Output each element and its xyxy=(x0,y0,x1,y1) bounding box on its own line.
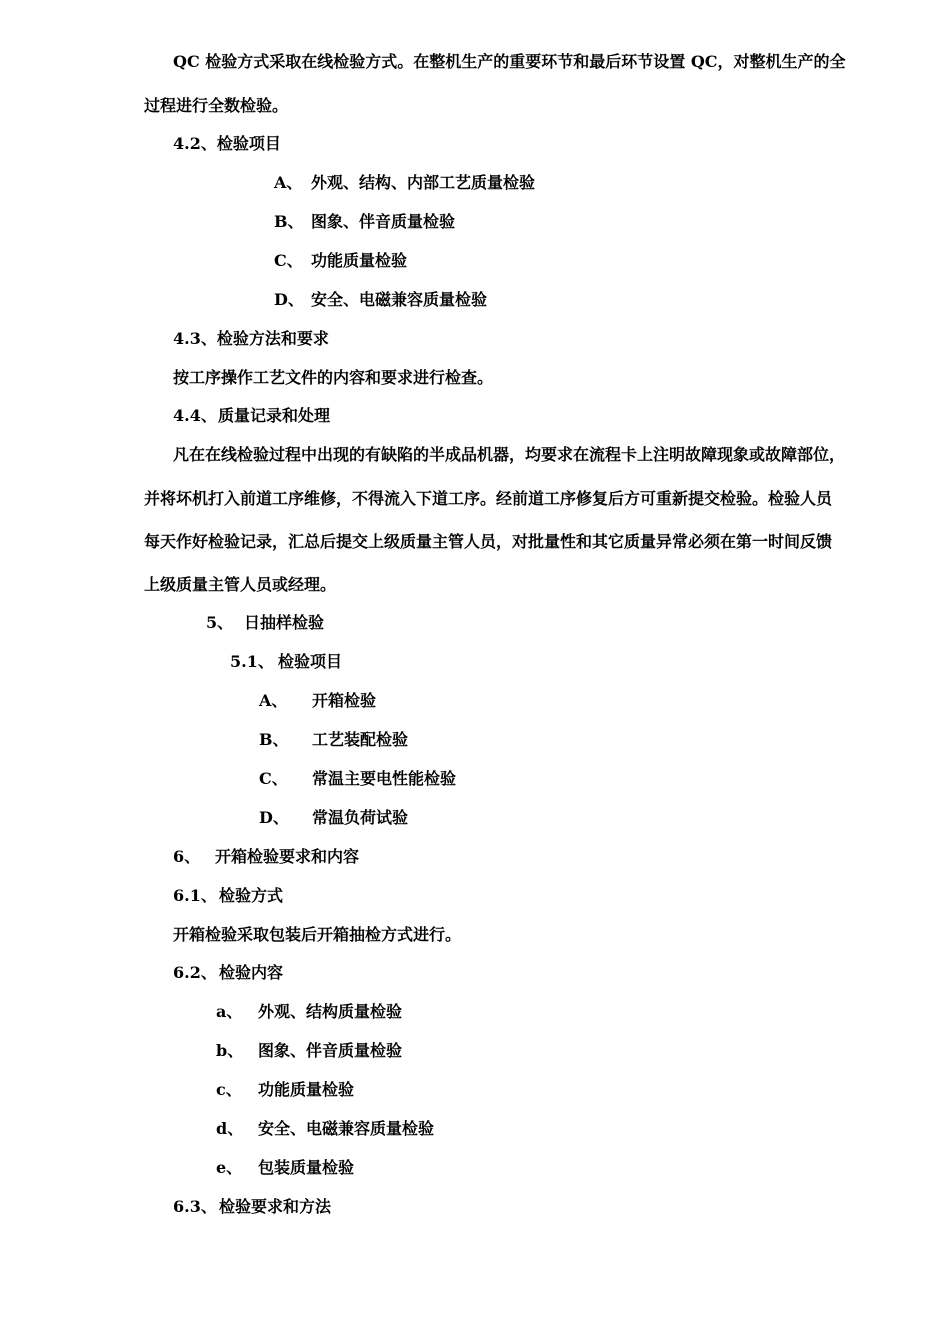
section-title: 开箱检验要求和内容 xyxy=(215,847,360,866)
section-6-heading xyxy=(173,846,359,868)
section-number: 6.3、 xyxy=(173,1197,217,1216)
list-item-text: 工艺装配检验 xyxy=(312,730,409,749)
section-title: 检验项目 xyxy=(278,652,343,671)
list-item-label: C、 xyxy=(259,769,288,788)
list-item-label: D、 xyxy=(274,290,304,309)
list-item-label: b、 xyxy=(216,1041,244,1060)
section-number: 6、 xyxy=(173,847,201,866)
list-item-text: 图象、伴音质量检验 xyxy=(258,1041,403,1060)
section-5-heading xyxy=(206,612,324,634)
list-item-label: e、 xyxy=(216,1158,243,1177)
section-6-2-heading xyxy=(173,962,283,984)
intro-line-2: 过程进行全数检验。 xyxy=(144,96,289,115)
section-4-3-body: 按工序操作工艺文件的内容和要求进行检查。 xyxy=(173,368,494,387)
list-item xyxy=(216,1118,434,1140)
list-item-label: B、 xyxy=(274,212,304,231)
section-4-4-line-3: 每天作好检验记录，汇总后提交上级质量主管人员，对批量性和其它质量异常必须在第一时间反馈 xyxy=(144,532,833,551)
list-item xyxy=(274,172,535,194)
list-item-text: 常温主要电性能检验 xyxy=(312,769,457,788)
list-item-label: D、 xyxy=(259,808,289,827)
section-number: 6.2、 xyxy=(173,963,217,982)
list-item xyxy=(259,729,408,751)
list-item xyxy=(274,289,487,311)
list-item-text: 外观、结构质量检验 xyxy=(258,1002,403,1021)
section-number: 5、 xyxy=(206,613,234,632)
list-item xyxy=(259,690,376,712)
section-number: 6.1、 xyxy=(173,886,217,905)
list-item-text: 包装质量检验 xyxy=(258,1158,355,1177)
list-item xyxy=(259,807,408,829)
section-number: 5.1、 xyxy=(230,652,274,671)
list-item xyxy=(216,1079,354,1101)
list-item-label: d、 xyxy=(216,1119,244,1138)
section-4-2-heading: 4.2、检验项目 xyxy=(173,134,281,153)
list-item xyxy=(216,1157,354,1179)
list-item xyxy=(274,211,455,233)
list-item-label: a、 xyxy=(216,1002,243,1021)
list-item-label: C、 xyxy=(274,251,303,270)
list-item-text: 开箱检验 xyxy=(312,691,377,710)
list-item xyxy=(216,1040,402,1062)
section-number: 4.4、 xyxy=(173,406,217,425)
list-item xyxy=(274,250,407,272)
section-4-4-heading xyxy=(173,405,330,427)
list-item-label: A、 xyxy=(259,691,288,710)
list-item-label: B、 xyxy=(259,730,289,749)
section-title: 检验方式 xyxy=(219,886,284,905)
list-item xyxy=(216,1001,402,1023)
section-4-4-line-1: 凡在在线检验过程中出现的有缺陷的半成品机器，均要求在流程卡上注明故障现象或故障部位， xyxy=(173,445,846,464)
list-item-text: 安全、电磁兼容质量检验 xyxy=(258,1119,435,1138)
list-item xyxy=(259,768,456,790)
list-item-text: 图象、伴音质量检验 xyxy=(311,212,456,231)
list-item-text: 安全、电磁兼容质量检验 xyxy=(311,290,488,309)
list-item-text: 功能质量检验 xyxy=(258,1080,355,1099)
section-title: 检验内容 xyxy=(219,963,284,982)
section-6-3-heading xyxy=(173,1196,331,1218)
section-4-4-line-4: 上级质量主管人员或经理。 xyxy=(144,575,337,594)
section-5-1-heading xyxy=(230,651,342,673)
section-4-4-line-2: 并将坏机打入前道工序维修，不得流入下道工序。经前道工序修复后方可重新提交检验。检验人员 xyxy=(144,489,833,508)
list-item-label: A、 xyxy=(274,173,303,192)
intro-line-1: QC 检验方式采取在线检验方式。在整机生产的重要环节和最后环节设置 QC，对整机生产的全 xyxy=(173,52,846,71)
section-title: 检验要求和方法 xyxy=(219,1197,332,1216)
section-4-3-heading: 4.3、检验方法和要求 xyxy=(173,329,329,348)
section-title: 质量记录和处理 xyxy=(218,406,331,425)
list-item-label: c、 xyxy=(216,1080,242,1099)
section-6-1-body: 开箱检验采取包装后开箱抽检方式进行。 xyxy=(173,925,462,944)
section-title: 日抽样检验 xyxy=(244,613,325,632)
list-item-text: 常温负荷试验 xyxy=(312,808,409,827)
section-6-1-heading xyxy=(173,885,283,907)
list-item-text: 功能质量检验 xyxy=(311,251,408,270)
list-item-text: 外观、结构、内部工艺质量检验 xyxy=(311,173,536,192)
